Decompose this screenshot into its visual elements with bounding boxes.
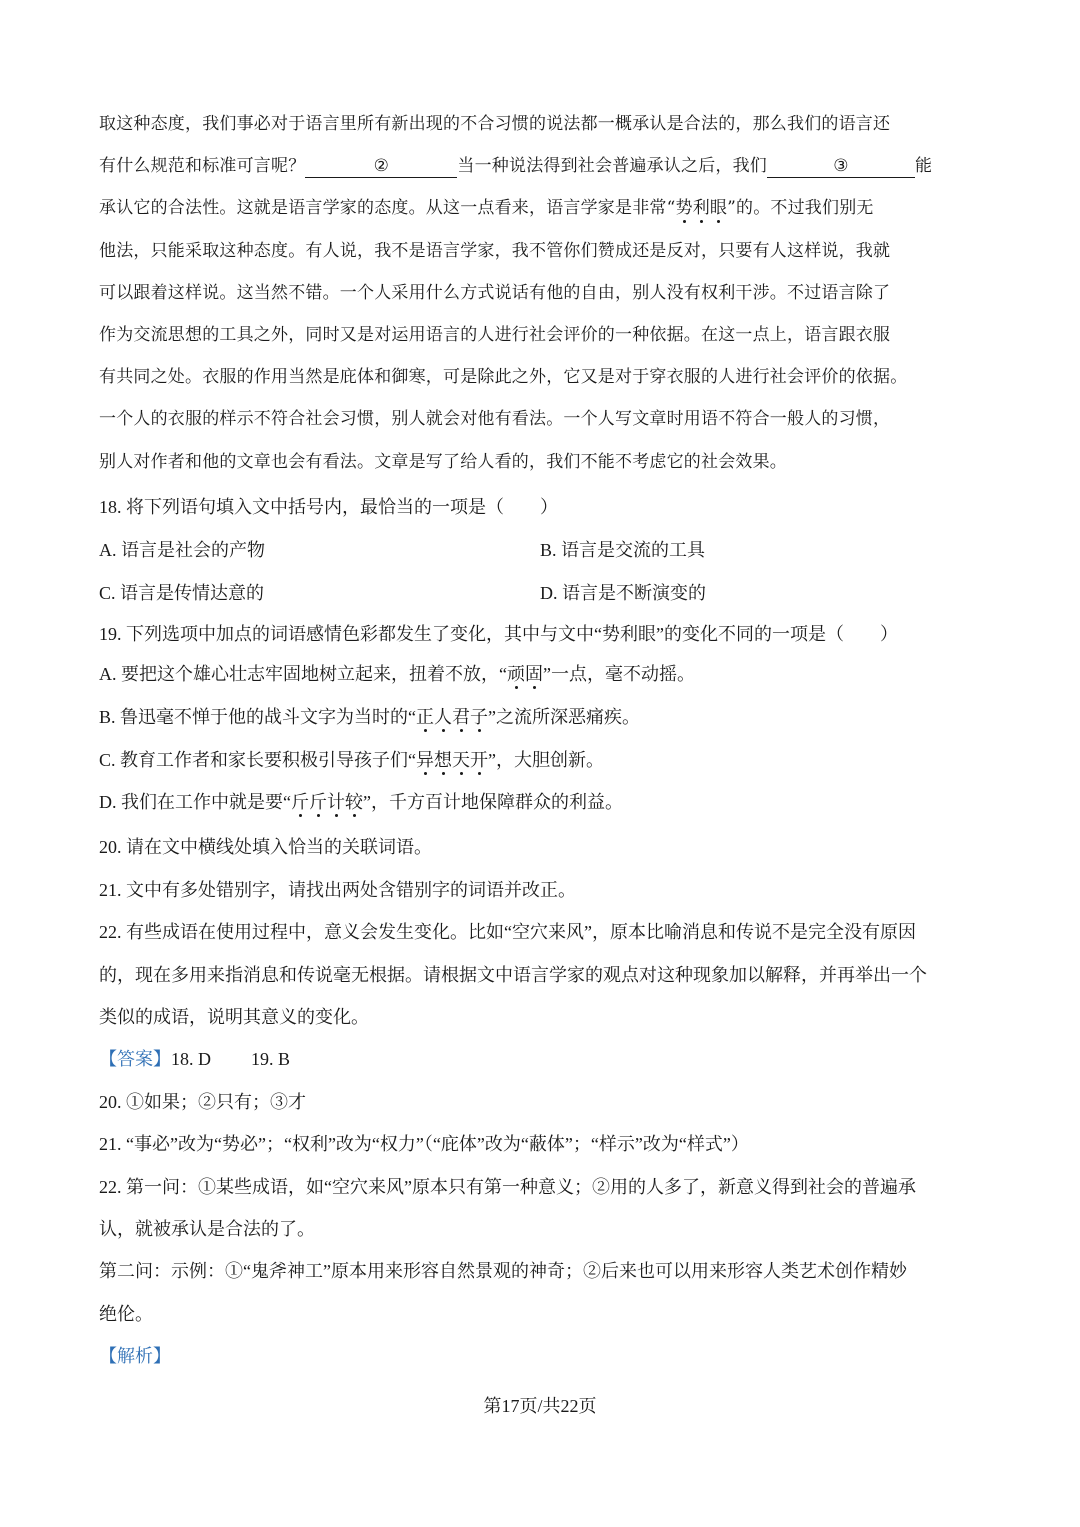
passage-text: 承认它的合法性。这就是语言学家的态度。从这一点看来，语言学家是非常“ (99, 198, 676, 219)
dotted-char: 斤 (291, 792, 309, 812)
answer-22-line: 22. 第一问：①某些成语，如“空穴来风”原本只有第一种意义；②用的人多了，新意义得到社会的普遍承 (99, 1177, 916, 1197)
passage (99, 103, 989, 483)
passage-line (99, 103, 989, 145)
answer-22-line: 绝伦。 (99, 1304, 153, 1324)
q18-option-a: A. 语言是社会的产物 (99, 540, 265, 560)
option-text: A. 要把这个雄心壮志牢固地树立起来，扭着不放，“ (99, 664, 507, 684)
fill-blank-2: ② (305, 155, 457, 178)
passage-text: ”的。不过我们别无 (727, 198, 874, 219)
passage-text: 可以跟着这样说。这当然不错。一个人采用什么方式说话有他的自由，别人没有权利干涉。不过语言除了 (99, 282, 891, 303)
passage-line (99, 441, 989, 483)
passage-text: 作为交流思想的工具之外，同时又是对运用语言的人进行社会评价的一种依据。在这一点上，语言跟衣服 (99, 324, 891, 345)
dotted-char: 君 (452, 707, 470, 727)
passage-line (99, 356, 989, 398)
analysis-tag: 【解析】 (99, 1346, 171, 1366)
dotted-char: 开 (470, 750, 488, 770)
option-text: B. 鲁迅毫不惮于他的战斗文字为当时的“ (99, 707, 416, 727)
page-footer: 第17页/共22页 (483, 1396, 597, 1416)
q18-option-b: B. 语言是交流的工具 (540, 540, 706, 560)
answer-18: 18. D (171, 1049, 211, 1069)
passage-text: 别人对作者和他的文章也会有看法。文章是写了给人看的，我们不能不考虑它的社会效果。 (99, 451, 787, 472)
q19-option-b (99, 703, 989, 729)
dotted-char: 眼 (709, 198, 728, 219)
passage-text: 取这种态度，我们事必对于语言里所有新出现的不合习惯的说法都一概承认是合法的，那么我们的语言还 (99, 114, 891, 134)
dotted-char: 势 (675, 198, 693, 219)
dotted-char: 固 (525, 664, 543, 684)
dotted-char: 计 (327, 792, 345, 812)
answer-21: 21. “事必”改为“势必”；“权利”改为“权力”（“庇体”改为“蔽体”；“样示”改为“样式”） (99, 1134, 749, 1154)
answer-header (99, 1045, 989, 1071)
q18-option-d: D. 语言是不断演变的 (540, 583, 706, 603)
option-text: ”一点，毫不动摇。 (543, 664, 695, 684)
passage-text: 一个人的衣服的样示不符合社会习惯，别人就会对他有看法。一个人写文章时用语不符合一般人的习惯， (99, 409, 891, 430)
q19-option-c (99, 746, 989, 772)
passage-text: 能 (915, 156, 933, 177)
dotted-char: 利 (692, 198, 710, 219)
passage-line (99, 272, 989, 314)
dotted-char: 异 (416, 750, 434, 770)
q19-option-d (99, 788, 989, 814)
dotted-char: 子 (470, 707, 488, 727)
passage-line (99, 187, 989, 229)
dotted-char: 正 (416, 707, 434, 727)
dotted-char: 斤 (309, 792, 327, 812)
answer-19: 19. B (251, 1049, 291, 1069)
passage-line (99, 230, 989, 272)
q19-option-a (99, 660, 989, 686)
dotted-char: 天 (452, 750, 470, 770)
option-text: C. 教育工作者和家长要积极引导孩子们“ (99, 750, 416, 770)
dotted-char: 人 (434, 707, 452, 727)
answer-tag: 【答案】 (99, 1049, 171, 1069)
option-text: ”，大胆创新。 (488, 750, 604, 770)
q18-option-c: C. 语言是传情达意的 (99, 583, 265, 603)
question-22-line: 22. 有些成语在使用过程中，意义会发生变化。比如“空穴来风”，原本比喻消息和传说不是完全没有原因 (99, 922, 916, 942)
passage-text: 有共同之处。衣服的作用当然是庇体和御寒，可是除此之外，它又是对于穿衣服的人进行社会评价的依据。 (99, 367, 908, 388)
passage-line (99, 314, 989, 356)
dotted-char: 较 (345, 792, 363, 812)
option-text: ”之流所深恶痛疾。 (488, 707, 640, 727)
question-18-stem: 18. 将下列语句填入文中括号内，最恰当的一项是（ ） (99, 497, 558, 517)
dotted-char: 顽 (507, 664, 525, 684)
question-21: 21. 文中有多处错别字，请找出两处含错别字的词语并改正。 (99, 880, 576, 900)
passage-line (99, 398, 989, 440)
question-20: 20. 请在文中横线处填入恰当的关联词语。 (99, 837, 432, 857)
fill-blank-3: ③ (767, 155, 915, 178)
option-text: ”，千方百计地保障群众的利益。 (363, 792, 623, 812)
question-19-stem: 19. 下列选项中加点的词语感情色彩都发生了变化，其中与文中“势利眼”的变化不同的一项是（ ） (99, 624, 898, 644)
dotted-char: 想 (434, 750, 452, 770)
passage-text: 有什么规范和标准可言呢？ (99, 156, 306, 177)
answer-22-line: 认，就被承认是合法的了。 (99, 1219, 315, 1239)
passage-text: 他法，只能采取这种态度。有人说，我不是语言学家，我不管你们赞成还是反对，只要有人这样说，我就 (99, 240, 891, 261)
passage-line (99, 145, 989, 187)
answer-20: 20. ①如果；②只有；③才 (99, 1092, 306, 1112)
question-22-line: 类似的成语，说明其意义的变化。 (99, 1007, 369, 1027)
option-text: D. 我们在工作中就是要“ (99, 792, 291, 812)
question-22-line: 的，现在多用来指消息和传说毫无根据。请根据文中语言学家的观点对这种现象加以解释，并再举出一个 (99, 965, 927, 985)
answer-22-line: 第二问：示例：①“鬼斧神工”原本用来形容自然景观的神奇；②后来也可以用来形容人类艺术创作精妙 (99, 1261, 907, 1281)
passage-text: 当一种说法得到社会普遍承认之后，我们 (457, 156, 768, 177)
